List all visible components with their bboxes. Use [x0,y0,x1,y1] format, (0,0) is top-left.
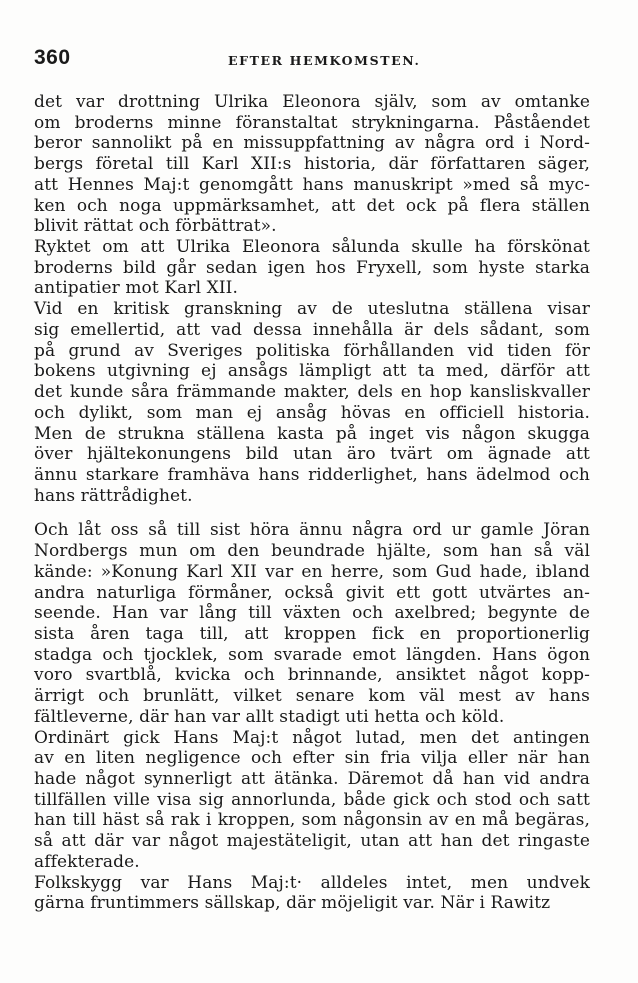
text-line: seende. Han var lång till växten och axelbred; begynte de [34,603,590,624]
text-line: antipatier mot Karl XII. [34,278,238,299]
text-line: och dylikt, som man ej ansåg hövas en officiell historia. [34,402,590,423]
text-line: bergs företal till Karl XII:s historia, där författaren säger, [34,154,590,175]
paragraph [34,92,590,237]
text-line: om broderns minne föranstaltat strykningarna. Påståendet [34,112,590,133]
text-line: Ordinärt gick Hans Maj:t något lutad, men det antingen [34,727,590,748]
text-line: ännu starkare framhäva hans ridderlighet, hans ädelmod och [34,464,590,485]
text-line: Men de strukna ställena kasta på inget vis någon skugga [34,423,590,444]
text-line: att Hennes Maj:t genomgått hans manuskript »med så myc- [34,174,590,195]
text-line: Vid en kritisk granskning av de uteslutna ställena visar [34,299,590,320]
text-line: Och låt oss så till sist höra ännu några ord ur gamle Jöran [34,520,590,541]
text-line: det kunde såra främmande makter, dels en hop kansliskvaller [34,382,590,403]
text-line: ken och noga uppmärksamhet, att det ock på flera ställen [34,195,590,216]
text-line: så att där var något majestäteligit, utan att han det ringaste [34,831,590,852]
page-header [34,46,604,76]
text-line: stadga och tjocklek, som svarade emot längden. Hans ögon [34,644,590,665]
text-line: ärrigt och brunlätt, vilket senare kom väl mest av hans [34,686,590,707]
text-line: fältleverne, där han var allt stadigt uti hetta och köld. [34,706,505,727]
text-line: av en liten negligence och efter sin fria vilja eller när han [34,748,590,769]
text-line: broderns bild går sedan igen hos Fryxell, som hyste starka [34,257,590,278]
text-line: bokens utgivning ej ansågs lämpligt att ta med, därför att [34,361,590,382]
text-line: voro svartblå, kvicka och brinnande, ansiktet något kopp- [34,665,590,686]
text-line: på grund av Sveriges politiska förhållanden vid tiden för [34,340,590,361]
paragraph [34,728,590,873]
text-line: tillfällen ville visa sig annorlunda, både gick och stod och satt [34,789,590,810]
text-line: beror sannolikt på en missuppfattning av några ord i Nord- [34,133,590,154]
text-line: han till häst så rak i kroppen, som någonsin av en må begäras, [34,810,590,831]
text-line: Nordbergs mun om den beundrade hjälte, som han så väl [34,541,590,562]
text-line: kände: »Konung Karl XII var en herre, som Gud hade, ibland [34,561,590,582]
page-number: 360 [34,46,71,69]
text-line: Ryktet om att Ulrika Eleonora sålunda skulle ha förskönat [34,237,590,258]
body-text [34,92,590,914]
text-line: blivit rättat och förbättrat». [34,216,277,237]
text-line: hans rättrådighet. [34,485,193,506]
paragraph [34,520,590,727]
paragraph-gap [34,506,590,520]
text-line: sig emellertid, att vad dessa innehålla är dels sådant, som [34,319,590,340]
text-line: över hjältekonungens bild utan äro tvärt om ägnade att [34,444,590,465]
text-line: Folkskygg var Hans Maj:t· alldeles intet, men undvek [34,872,590,893]
text-line: andra naturliga förmåner, också givit ett gott utvärtes an- [34,582,590,603]
text-line: sista åren taga till, att kroppen fick en proportionerlig [34,623,590,644]
paragraph [34,237,590,299]
text-line: affekterade. [34,851,140,872]
text-line: det var drottning Ulrika Eleonora själv, som av omtanke [34,92,590,112]
paragraph [34,873,590,914]
text-line: hade något synnerligt att ätänka. Däremot då han vid andra [34,769,590,789]
paragraph [34,299,590,506]
running-head: EFTER HEMKOMSTEN. [228,53,421,68]
text-line: gärna fruntimmers sällskap, där möjeligit var. När i Rawitz [34,893,551,914]
